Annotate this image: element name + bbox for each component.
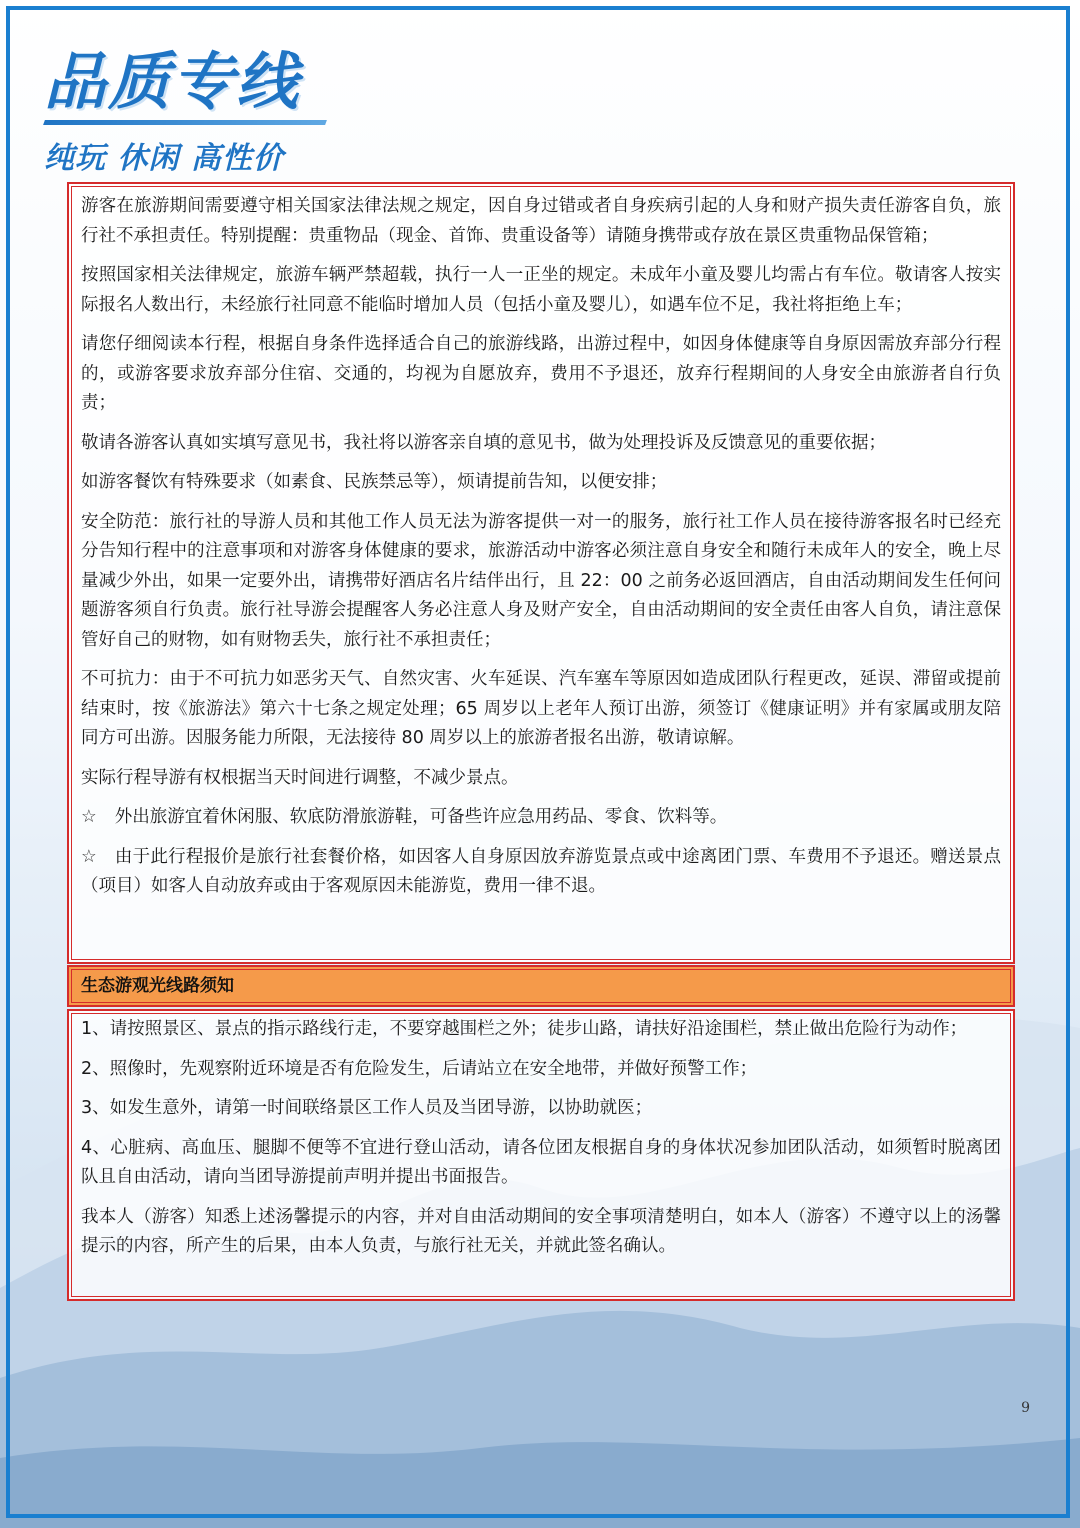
notice-paragraph: 实际行程导游有权根据当天时间进行调整，不减少景点。 [81, 767, 519, 788]
star-icon: ☆ [81, 846, 97, 867]
brand-header [44, 46, 326, 177]
star-note-text: 由于此行程报价是旅行社套餐价格，如因客人自身原因放弃游览景点或中途离团门票、车费用不予退还。赠送景点（项目）如客人自动放弃或由于客观原因未能游览，费用一律不退。 [81, 846, 1001, 896]
eco-notice: 2、照像时，先观察附近环境是否有危险发生，后请站立在安全地带，并做好预警工作； [81, 1058, 758, 1079]
page-number: 9 [1021, 1400, 1030, 1416]
star-icon: ☆ [81, 807, 97, 827]
star-note-text: 外出旅游宜着休闲服、软底防滑旅游鞋，可备些许应急用药品、零食、饮料等。 [114, 807, 728, 827]
notice-paragraph: 敬请各游客认真如实填写意见书，我社将以游客亲自填的意见书，做为处理投诉及反馈意见的重要依据； [81, 432, 886, 453]
eco-notice: 我本人（游客）知悉上述汤馨提示的内容，并对自由活动期间的安全事项清楚明白，如本人（游客）不遵守以上的汤馨提示的内容，所产生的后果，由本人负责，与旅行社无关，并就此签名确认。 [81, 1206, 1001, 1256]
brand-title: 品质专线 [44, 45, 301, 118]
eco-notice: 4、心脏病、高血压、腿脚不便等不宜进行登山活动，请各位团友根据自身的身体状况参加团队活动，如须暂时脱离团队且自由活动，请向当团导游提前声明并提出书面报告。 [81, 1137, 1001, 1187]
notice-paragraph: 按照国家相关法律规定，旅游车辆严禁超载，执行一人一正坐的规定。未成年小童及婴儿均需占有车位。敬请客人按实际报名人数出行，未经旅行社同意不能临时增加人员（包括小童及婴儿），如遇车位不足，我社将拒绝上车； [81, 265, 1001, 315]
notices-box [67, 182, 1015, 964]
brand-subtitle: 纯玩 休闲 高性价 [44, 141, 284, 176]
notice-paragraph: 请您仔细阅读本行程，根据自身条件选择适合自己的旅游线路，出游过程中，如因身体健康等自身原因需放弃部分行程的，或游客要求放弃部分住宿、交通的，均视为自愿放弃，费用不予退还，放弃行程期间的人身安全由旅游者自行负责； [81, 334, 1001, 413]
star-note [81, 843, 1001, 902]
eco-notices-box [67, 1009, 1015, 1301]
notice-paragraph: 游客在旅游期间需要遵守相关国家法律法规之规定，因自身过错或者自身疾病引起的人身和财产损失责任游客自负，旅行社不承担责任。特别提醒：贵重物品（现金、首饰、贵重设备等）请随身携带或存放在景区贵重物品保管箱； [81, 196, 1001, 246]
notice-paragraph: 如游客餐饮有特殊要求（如素食、民族禁忌等），烦请提前告知，以便安排； [81, 472, 668, 492]
notice-paragraph: 安全防范：旅行社的导游人员和其他工作人员无法为游客提供一对一的服务，旅行社工作人员在接待游客报名时已经充分告知行程中的注意事项和对游客身体健康的要求，旅游活动中游客必须注意自身安全和随行未成年人的安全，晚上尽量减少外出，如果一定要外出，请携带好酒店名片结伴出行，且 22：00 之前务必返回酒店，自由活动期间发生任何问题游客须自行负责。旅行社导游会提醒客人务必注意人身及财产安全，自由活动期间的安全责任由客人自负，请注意保管好自己的财物，如有财物丢失，旅行社不承担责任； [81, 511, 1001, 650]
notice-paragraph: 不可抗力：由于不可抗力如恶劣天气、自然灾害、火车延误、汽车塞车等原因如造成团队行程更改，延误、滞留或提前结束时，按《旅游法》第六十七条之规定处理；65 周岁以上老年人预订出游，须签订《健康证明》并有家属或朋友陪同方可出游。因服务能力所限，无法接待 80 周岁以上的旅游者报名出游，敬请谅解。 [81, 669, 1001, 748]
section-title: 生态游观光线路须知 [81, 976, 234, 996]
star-note [81, 803, 1001, 833]
section-header [67, 965, 1015, 1007]
eco-notice: 1、请按照景区、景点的指示路线行走，不要穿越围栏之外；徒步山路，请扶好沿途围栏，禁止做出危险行为动作； [81, 1019, 968, 1039]
brand-underline [43, 120, 327, 125]
eco-notice: 3、如发生意外，请第一时间联络景区工作人员及当团导游，以协助就医； [81, 1098, 653, 1118]
